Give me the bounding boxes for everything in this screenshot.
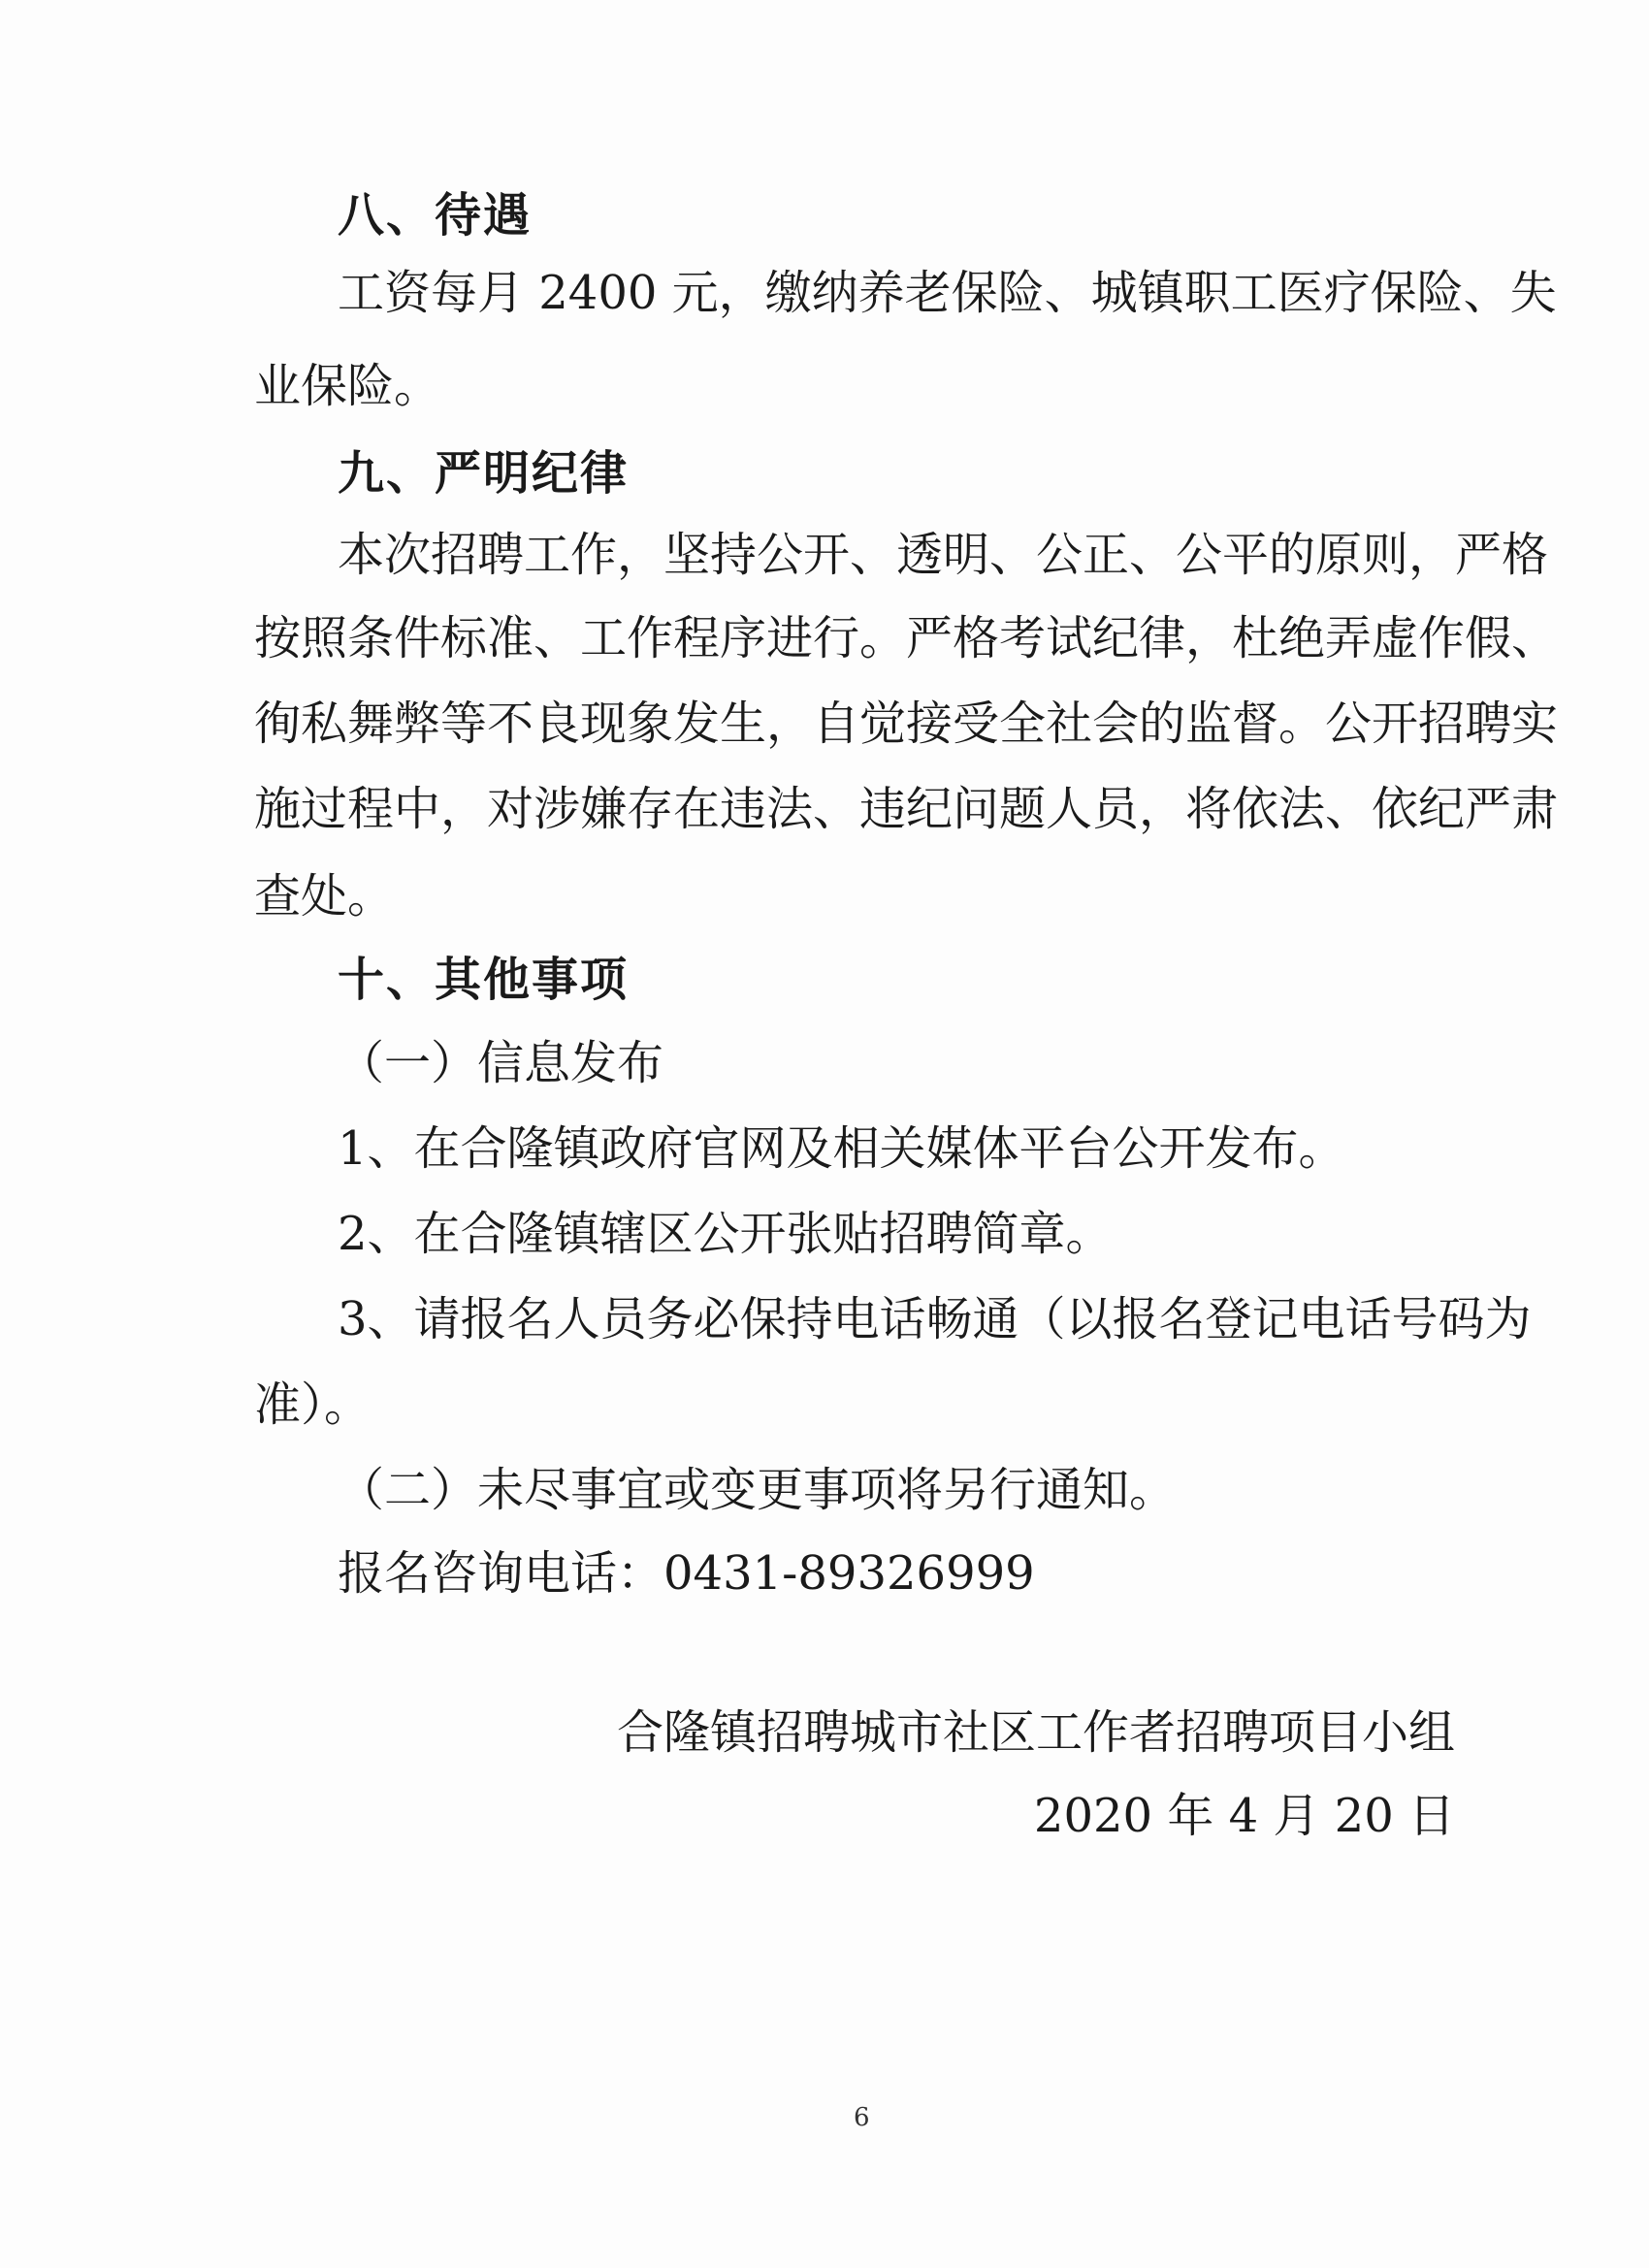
paragraph-line: 按照条件标准、工作程序进行。严格考试纪律，杜绝弄虚作假、 [254, 611, 1559, 665]
paragraph-line: 施过程中，对涉嫌存在违法、违纪问题人员，将依法、依纪严肃 [254, 782, 1559, 836]
subsection-heading: （二）未尽事宜或变更事项将另行通知。 [338, 1463, 1177, 1517]
list-item: 2、在合隆镇辖区公开张贴招聘简章。 [338, 1207, 1113, 1261]
paragraph-line: 工资每月 2400 元，缴纳养老保险、城镇职工医疗保险、失 [338, 266, 1557, 320]
section-heading-8: 八、待遇 [338, 188, 533, 243]
paragraph-line: 本次招聘工作，坚持公开、透明、公正、公平的原则，严格 [338, 528, 1549, 582]
list-item: 3、请报名人员务必保持电话畅通（以报名登记电话号码为 [338, 1292, 1532, 1346]
list-item-continuation: 准）。 [254, 1377, 372, 1432]
section-heading-10: 十、其他事项 [338, 953, 630, 1007]
subsection-heading: （一）信息发布 [338, 1036, 664, 1090]
section-heading-9: 九、严明纪律 [338, 446, 630, 501]
signature-date: 2020 年 4 月 20 日 [1033, 1789, 1455, 1843]
list-item: 1、在合隆镇政府官网及相关媒体平台公开发布。 [338, 1121, 1345, 1176]
paragraph-line: 查处。 [254, 869, 395, 923]
paragraph-line: 业保险。 [254, 359, 441, 413]
signature-org: 合隆镇招聘城市社区工作者招聘项目小组 [616, 1705, 1455, 1760]
page-number: 6 [854, 2103, 870, 2132]
contact-phone: 报名咨询电话：0431-89326999 [338, 1546, 1035, 1601]
paragraph-line: 徇私舞弊等不良现象发生，自觉接受全社会的监督。公开招聘实 [254, 697, 1559, 751]
